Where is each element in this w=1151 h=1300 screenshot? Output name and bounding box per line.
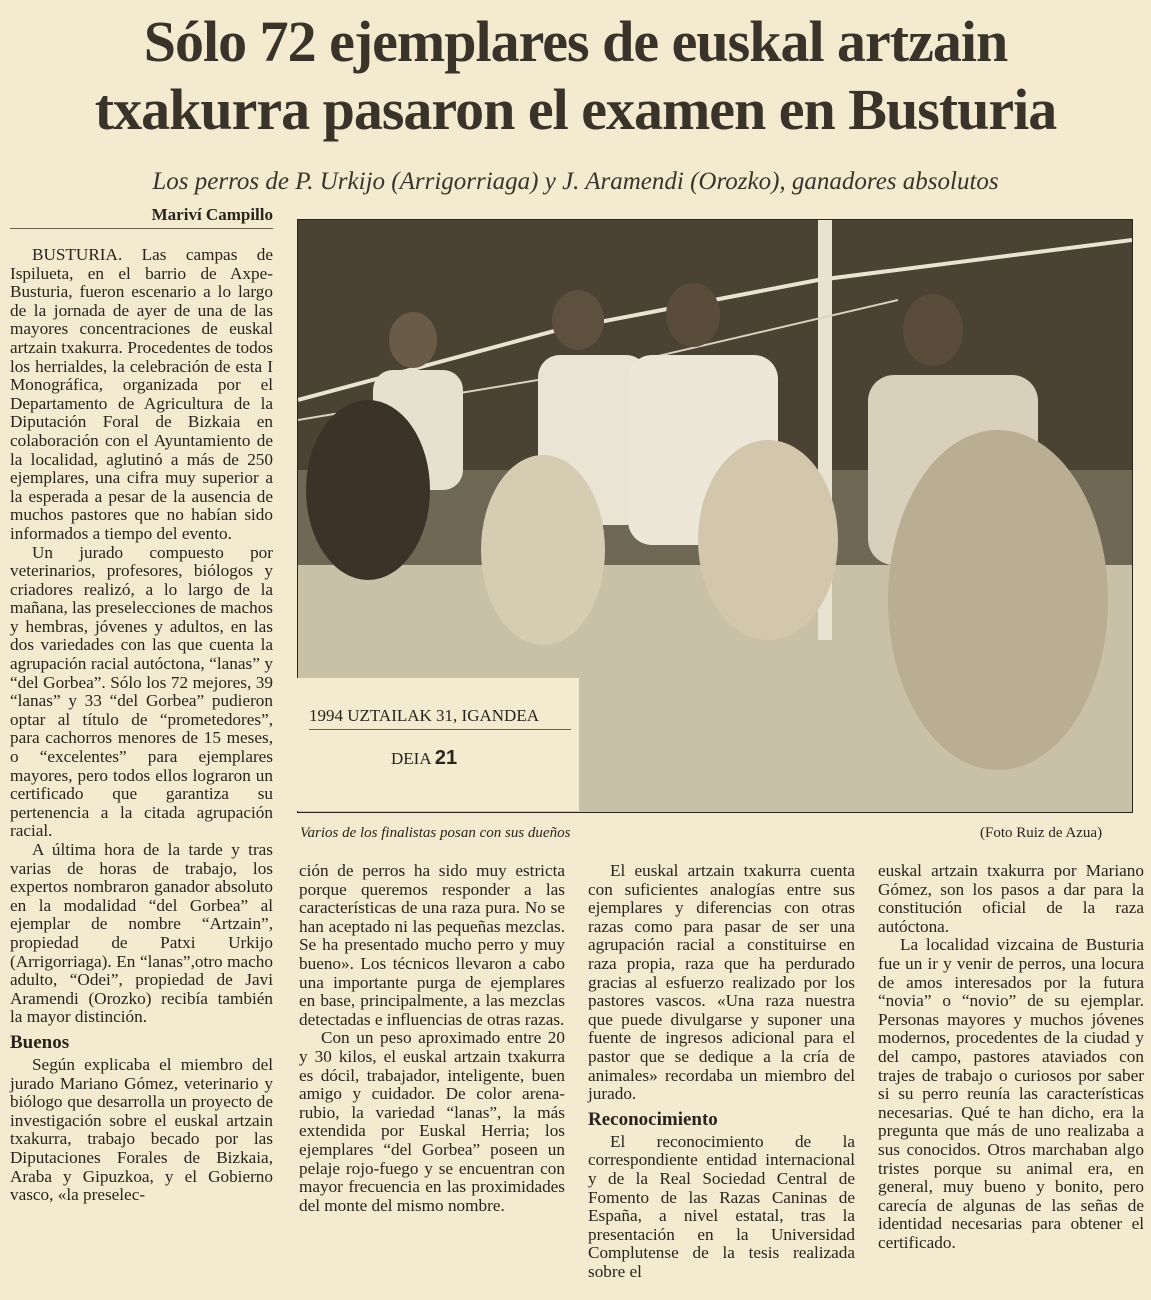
section-heading-reconocimiento: Reconocimiento: [588, 1108, 718, 1130]
col1-paragraph-3: A última hora de la tarde y tras varias de horas de trabajo, los expertos nombraron ganador absoluto en la modalidad “del Gorbea” al ejemplar de nombre “Artzain”, propiedad de Patxi Urkijo (Arrigorriaga). En “lanas”,otro macho adulto, “Odei”, propiedad de Javi Aramendi (Orozko) recibía también la mayor distinción.: [10, 840, 273, 1027]
col4-paragraph-2: La localidad vizcaina de Busturia fue un ir y venir de perros, una locura de amos interesados por la futura “novia” o “novio” de su ejemplar. Personas mayores y muchos jóvenes modernos, procedentes de la ciudad y del campo, pastores ataviados con trajes de trabajo o curiosos por saber si su perro reunía las características necesarias. Qué te han dicho, era la pregunta que más de uno realizaba a sus conocidos. Otros marchaban algo tristes porque su animal era, en general, muy bueno y bonito, pero carecía de algunas de las señas de identidad necesarias para obtener el certificado.: [878, 935, 1144, 1252]
headline-line-1: Sólo 72 ejemplares de euskal artzain: [143, 9, 1008, 74]
dog-4: [888, 430, 1108, 770]
issue-date: 1994 UZTAILAK 31, IGANDEA: [309, 706, 571, 730]
headline: [20, 8, 1131, 144]
col1-paragraph-1: BUSTURIA. Las campas de Ispilueta, en el barrio de Axpe-Busturia, fueron escenario a lo largo de la jornada de ayer de una de las mayores concentraciones de euskal artzain txakurra. Procedentes de todos los herrialdes, la celebración de esta I Monográfica, organizada por el Departamento de Agricultura de la Diputación Foral de Bizkaia en colaboración con el Ayuntamiento de la localidad, aglutinó a más de 250 ejemplares, una cifra muy superior a la esperada a pesar de la ausencia de muchos pastores que no habían sido informados a tiempo del evento.: [10, 245, 273, 543]
photo-caption: Varios de los finalistas posan con sus dueños: [300, 825, 571, 841]
person-4-head: [903, 294, 963, 366]
person-2-head: [552, 290, 604, 350]
subheadline: Los perros de P. Urkijo (Arrigorriaga) y J. Aramendi (Orozko), ganadores absolutos: [152, 168, 999, 195]
dateline-box: [297, 678, 579, 811]
column-1: [10, 246, 273, 1205]
col3-paragraph-2: El reconocimiento de la correspondiente entidad internacional y de la Real Sociedad Central de Fomento de las Razas Caninas de España, a nivel estatal, tras la presentación en la Universidad Complutense de la tesis realizada sobre el: [588, 1131, 855, 1281]
dog-3: [698, 440, 838, 640]
column-4: [878, 862, 1144, 1252]
person-1-head: [389, 312, 437, 368]
publication-folio: [391, 748, 457, 769]
col1-paragraph-2: Un jurado compuesto por veterinarios, profesores, biólogos y criadores realizó, a lo largo de la mañana, las preselecciones de machos y hembras, jóvenes y adultos, en las dos variedades con las que cuenta la agrupación racial autóctona, “lanas” y “del Gorbea”. Sólo los 72 mejores, 39 “lanas” y 33 “del Gorbea” pudieron optar al título de “prometedores”, para cachorros menores de 15 meses, o “excelentes” para ejemplares mayores, pero todos ellos lograron un certificado que garantiza su pertenencia a la citada agrupación racial.: [10, 542, 273, 841]
column-2: [299, 862, 565, 1215]
headline-line-2: txakurra pasaron el examen en Busturia: [94, 77, 1057, 142]
col1-paragraph-4: Según explicaba el miembro del jurado Mariano Gómez, veterinario y biólogo que desarrolla un proyecto de investigación sobre el euskal artzain txakurra, trabajo becado por las Diputaciones Forales de Bizkaia, Araba y Gipuzkoa, y el Gobierno vasco, «la preselec-: [10, 1054, 273, 1205]
dog-2: [481, 455, 605, 645]
section-heading-buenos: Buenos: [10, 1031, 70, 1053]
person-3-head: [666, 283, 720, 347]
byline: Mariví Campillo: [10, 205, 273, 229]
publication-name: DEIA: [391, 749, 431, 768]
dog-1: [306, 400, 430, 580]
col3-paragraph-1: El euskal artzain txakurra cuenta con suficientes analogías entre sus ejemplares y diferencias con otras razas como para pasar de ser una agrupación racial a constituirse en raza propia, raza que ha perdurado gracias al esfuerzo realizado por los pastores vascos. «Una raza nuestra que puede divulgarse y suponer una fuente de ingresos adicional para el pastor que se dedique a la cría de animales» recordaba un miembro del jurado.: [588, 861, 855, 1104]
photo-credit: (Foto Ruiz de Azua): [980, 825, 1103, 841]
col2-paragraph-1: ción de perros ha sido muy estricta porque queremos responder a las características de una raza pura. No se han aceptado ni las pequeñas mezclas. Se ha presentado mucho perro y muy bueno». Los técnicos llevaron a cabo una importante purga de ejemplares en base, principalmente, a las mezclas detectadas e influencias de otras razas.: [299, 861, 565, 1029]
column-3: [588, 862, 855, 1281]
col2-paragraph-2: Con un peso aproximado entre 20 y 30 kilos, el euskal artzain txakurra es dócil, trabajador, inteligente, buen amigo y cuidador. De color arena-rubio, la variedad “lanas”, la más extendida por Euskal Herria; los ejemplares “del Gorbea” poseen un pelaje rojo-fuego y se encuentran con mayor frecuencia en las proximidades del monte del mismo nombre.: [299, 1028, 565, 1215]
page-number: 21: [434, 747, 458, 769]
col4-paragraph-1: euskal artzain txakurra por Mariano Gómez, son los pasos a dar para la constitución oficial de la raza autóctona.: [878, 861, 1144, 936]
